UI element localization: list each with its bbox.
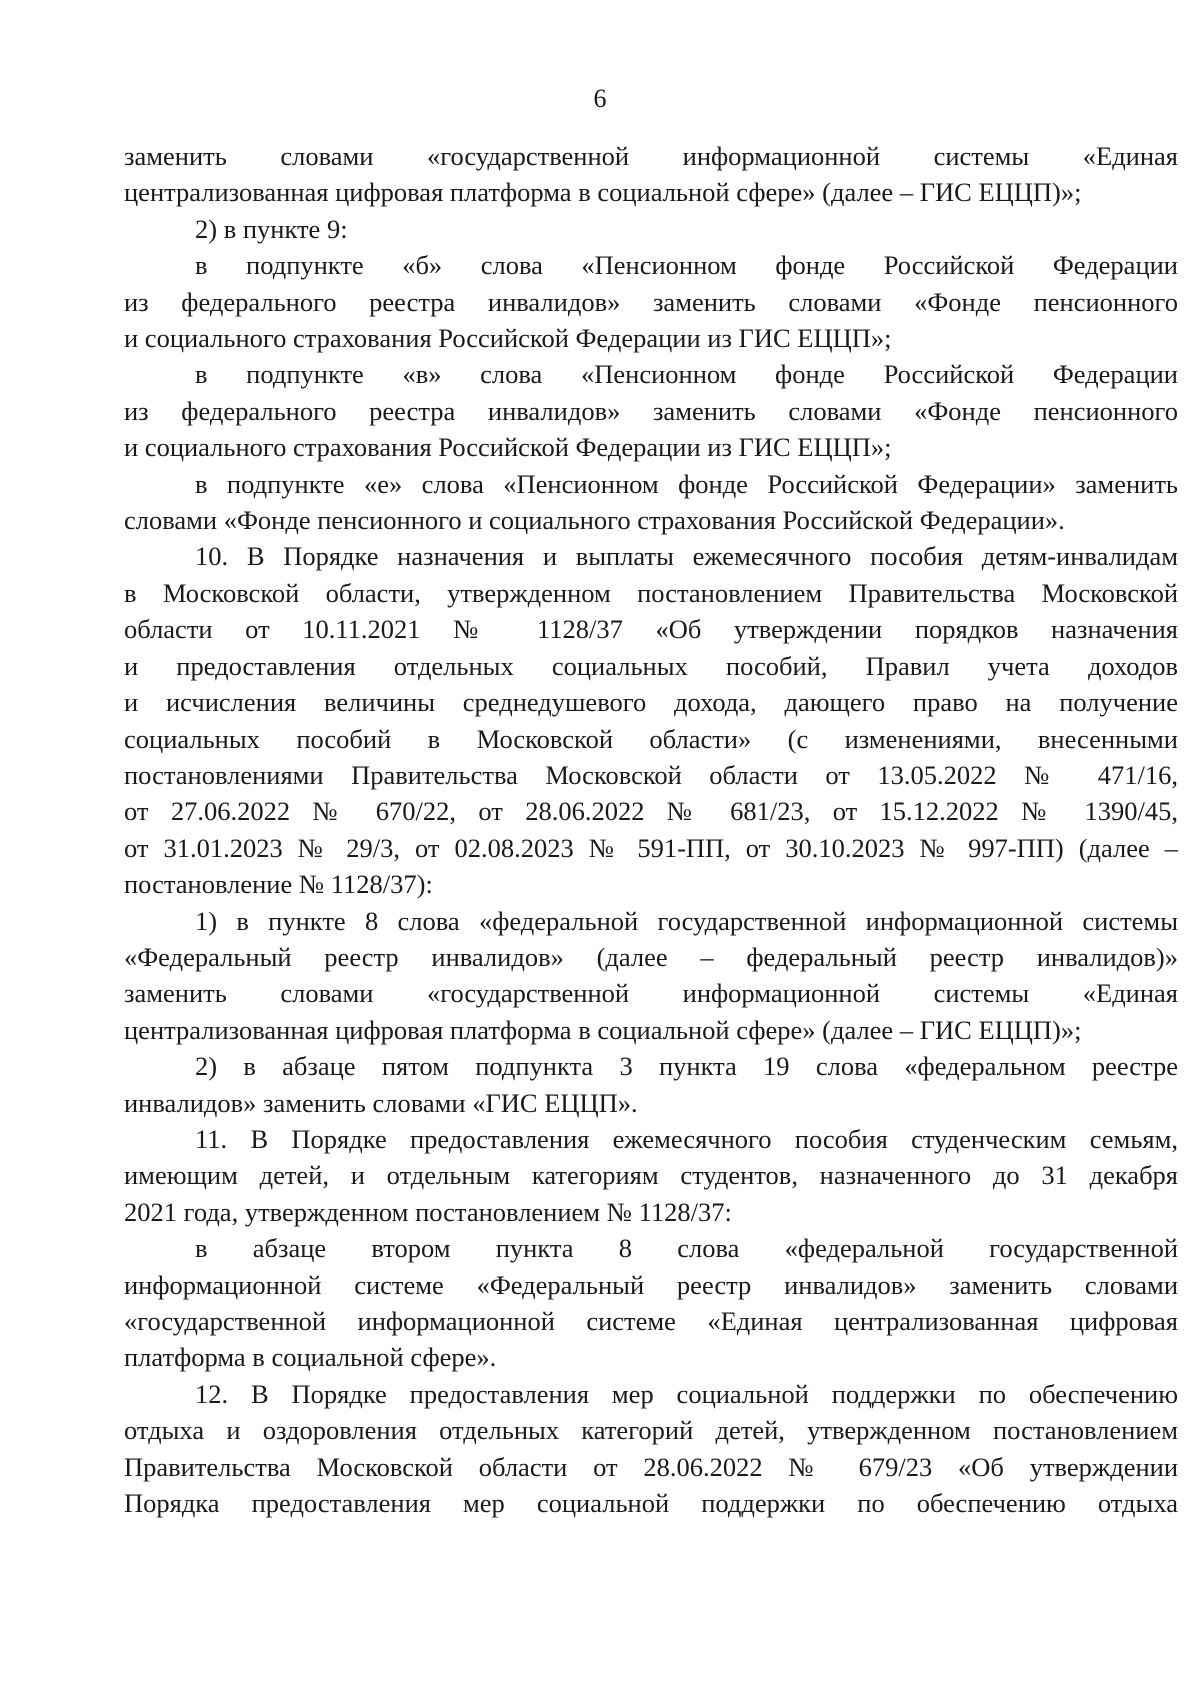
text-line: платформа в социальной сфере». — [124, 1342, 497, 1373]
text-line: словами «Фонде пенсионного и социального страхования Российской Федерации». — [124, 505, 1065, 536]
text-line: 2) в пункте 9: — [195, 213, 348, 244]
text-line: 1) в пункте 8 слова «федеральной государственной информационной системы — [195, 905, 1178, 936]
text-line: постановление № 1128/37): — [124, 869, 433, 900]
text-line: из федерального реестра инвалидов» заменить словами «Фонде пенсионного — [124, 395, 1178, 426]
text-line: социальных пособий в Московской области» (с изменениями, внесенными — [124, 723, 1178, 754]
text-line: и социального страхования Российской Федерации из ГИС ЕЦЦП»; — [124, 432, 892, 463]
text-line: централизованная цифровая платформа в социальной сфере» (далее – ГИС ЕЦЦП)»; — [124, 177, 1082, 208]
text-line: и социального страхования Российской Федерации из ГИС ЕЦЦП»; — [124, 323, 892, 354]
text-line: 2) в абзаце пятом подпункта 3 пункта 19 слова «федеральном реестре — [195, 1051, 1178, 1082]
text-line: информационной системе «Федеральный реестр инвалидов» заменить словами — [124, 1269, 1178, 1300]
text-line: Порядка предоставления мер социальной поддержки по обеспечению отдыха — [124, 1488, 1178, 1519]
text-line: от 31.01.2023 № 29/3, от 02.08.2023 № 591-ПП, от 30.10.2023 № 997-ПП) (далее – — [124, 832, 1178, 863]
document-body — [124, 138, 1178, 1521]
text-line: 2021 года, утвержденном постановлением № 1128/37: — [124, 1196, 732, 1227]
text-line: из федерального реестра инвалидов» заменить словами «Фонде пенсионного — [124, 286, 1178, 317]
text-line: в подпункте «в» слова «Пенсионном фонде Российской Федерации — [195, 359, 1178, 390]
text-line: централизованная цифровая платформа в социальной сфере» (далее – ГИС ЕЦЦП)»; — [124, 1014, 1082, 1045]
text-line: в Московской области, утвержденном постановлением Правительства Московской — [124, 577, 1178, 608]
text-line: заменить словами «государственной информационной системы «Единая — [124, 978, 1178, 1009]
text-line: заменить словами «государственной информационной системы «Единая — [124, 141, 1178, 171]
text-line: и предоставления отдельных социальных пособий, Правил учета доходов — [124, 650, 1178, 681]
text-line: от 27.06.2022 № 670/22, от 28.06.2022 № 681/23, от 15.12.2022 № 1390/45, — [124, 796, 1178, 827]
text-line: 12. В Порядке предоставления мер социальной поддержки по обеспечению — [195, 1378, 1178, 1409]
text-line: 11. В Порядке предоставления ежемесячного пособия студенческим семьям, — [195, 1123, 1178, 1154]
text-line: постановлениями Правительства Московской области от 13.05.2022 № 471/16, — [124, 759, 1178, 790]
page-number: 6 — [593, 84, 607, 113]
text-line: области от 10.11.2021 № 1128/37 «Об утверждении порядков назначения — [124, 614, 1178, 645]
text-line: инвалидов» заменить словами «ГИС ЕЦЦП». — [124, 1087, 638, 1118]
text-line: Правительства Московской области от 28.06.2022 № 679/23 «Об утверждении — [124, 1451, 1178, 1482]
text-line: «государственной информационной системе «Единая централизованная цифровая — [124, 1306, 1178, 1336]
text-line: в подпункте «е» слова «Пенсионном фонде Российской Федерации» заменить — [195, 468, 1178, 499]
text-line: в подпункте «б» слова «Пенсионном фонде Российской Федерации — [195, 250, 1178, 281]
text-line: «Федеральный реестр инвалидов» (далее – федеральный реестр инвалидов)» — [124, 941, 1178, 972]
text-line: и исчисления величины среднедушевого дохода, дающего право на получение — [124, 687, 1178, 718]
text-line: имеющим детей, и отдельным категориям студентов, назначенного до 31 декабря — [124, 1160, 1178, 1191]
text-line: отдыха и оздоровления отдельных категорий детей, утвержденном постановлением — [124, 1415, 1178, 1446]
text-line: 10. В Порядке назначения и выплаты ежемесячного пособия детям-инвалидам — [195, 541, 1178, 572]
text-line: в абзаце втором пункта 8 слова «федеральной государственной — [195, 1233, 1178, 1264]
